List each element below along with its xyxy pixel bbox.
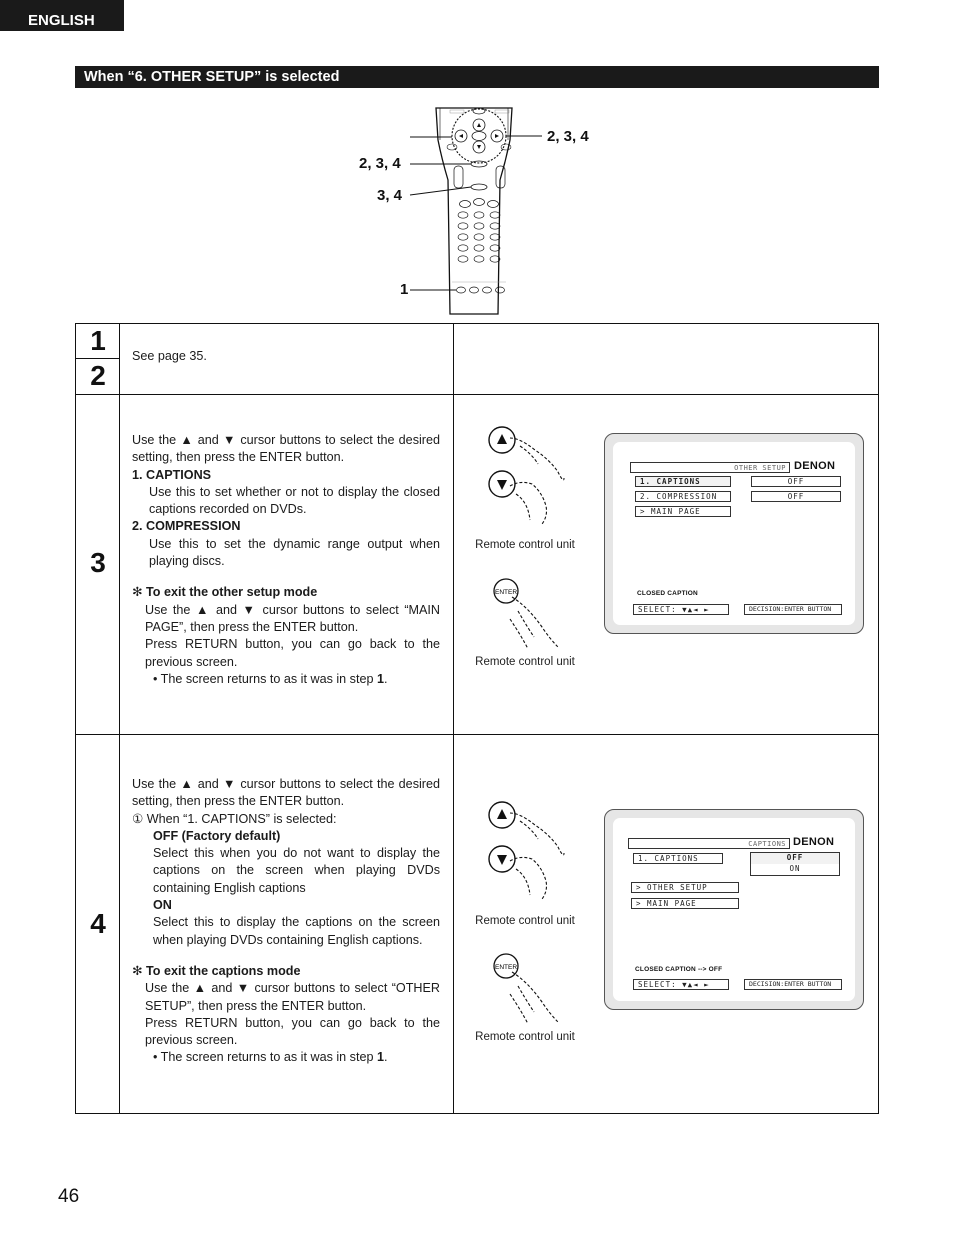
remote-control-icon — [340, 100, 640, 320]
osd-decision-hint: DECISION:ENTER BUTTON — [744, 979, 842, 990]
remote-caption: Remote control unit — [475, 539, 575, 551]
osd-item-captions: 1. CAPTIONS — [633, 853, 723, 864]
osd-item-main-page: > MAIN PAGE — [635, 506, 731, 517]
osd-decision-hint: DECISION:ENTER BUTTON — [744, 604, 842, 615]
column-divider — [119, 324, 120, 1113]
row-divider — [76, 358, 119, 359]
osd-link-main-page: > MAIN PAGE — [631, 898, 739, 909]
osd-title: CAPTIONS — [628, 838, 790, 849]
osd-select-arrows: ▼▲◄ ► — [682, 980, 710, 989]
osd-select-hint — [633, 604, 729, 615]
denon-logo: DENON — [794, 460, 836, 472]
enter-button-label: ENTER — [494, 589, 518, 596]
osd-status: CLOSED CAPTION --> OFF — [635, 966, 723, 973]
hand-pressing-enter-icon — [488, 577, 578, 657]
osd-value-compression: OFF — [751, 491, 841, 502]
column-divider — [453, 324, 454, 1113]
hand-pressing-cursor-icon — [480, 420, 580, 530]
step-number: 1 — [90, 325, 106, 356]
remote-control-illustration — [340, 100, 640, 320]
page-number: 46 — [58, 1186, 80, 1207]
osd-item-captions: 1. CAPTIONS — [635, 476, 731, 487]
callout-label: 2, 3, 4 — [547, 128, 589, 145]
tv-screen-captions — [604, 809, 864, 1010]
remote-caption: Remote control unit — [475, 915, 575, 927]
step-number: 2 — [90, 360, 106, 391]
step-4-instructions: Use the ▲ and ▼ cursor buttons to select the desired setting, then press the ENTER button. ① When “1. CAPTIONS” is selected: OFF (Factory default) Select this when you do not want to display the captions on the screen when playing DVDs containing English captions ON Select this to display the captions on the screen when playing DVDs containing English captions. ✻ To exit the captions mode Use the ▲ and ▼ cursor buttons to select “OTHER SETUP”, then press the ENTER button. Press RETURN button, you can go back to the previous screen. • The screen returns to as it was in step 1. — [132, 777, 440, 1065]
section-title: When “6. OTHER SETUP” is selected — [75, 66, 879, 88]
osd-select-hint — [633, 979, 729, 990]
tv-screen-other-setup — [604, 433, 864, 634]
denon-logo: DENON — [793, 836, 835, 848]
step-number: 4 — [90, 908, 106, 939]
hand-pressing-enter-icon — [488, 952, 578, 1032]
row-divider — [76, 734, 878, 735]
osd-option-off: OFF — [751, 853, 839, 864]
hand-pressing-cursor-icon — [480, 795, 580, 905]
osd-select-arrows: ▼▲◄ ► — [682, 605, 710, 614]
osd-select-label: SELECT: — [638, 605, 677, 614]
callout-label: 3, 4 — [377, 187, 403, 204]
remote-caption: Remote control unit — [475, 1031, 575, 1043]
step-number: 3 — [90, 547, 106, 578]
osd-select-label: SELECT: — [638, 980, 677, 989]
callout-label: 2, 3, 4 — [359, 155, 401, 172]
callout-label: 1 — [400, 281, 409, 298]
osd-status: CLOSED CAPTION — [637, 590, 698, 597]
step-text: See page 35. — [132, 349, 207, 363]
language-tab: ENGLISH — [0, 0, 124, 31]
osd-title: OTHER SETUP — [630, 462, 790, 473]
osd-option-on: ON — [751, 864, 839, 875]
row-divider — [76, 394, 878, 395]
osd-option-list — [750, 852, 840, 876]
enter-button-label: ENTER — [494, 964, 518, 971]
osd-link-other-setup: > OTHER SETUP — [631, 882, 739, 893]
step-3-instructions: Use the ▲ and ▼ cursor buttons to select the desired setting, then press the ENTER button. 1. CAPTIONS Use this to set whether or not to display the closed captions recorded on DVDs. 2. COMPRESSION Use this to set the dynamic range output when playing discs. ✻ To exit the other setup mode Use the ▲ and ▼ cursor buttons to select “MAIN PAGE”, then press the ENTER button. Press RETURN button, you can go back to the previous screen. • The screen returns to as it was in step 1. — [132, 433, 440, 686]
osd-value-captions: OFF — [751, 476, 841, 487]
osd-item-compression: 2. COMPRESSION — [635, 491, 731, 502]
remote-caption: Remote control unit — [475, 656, 575, 668]
